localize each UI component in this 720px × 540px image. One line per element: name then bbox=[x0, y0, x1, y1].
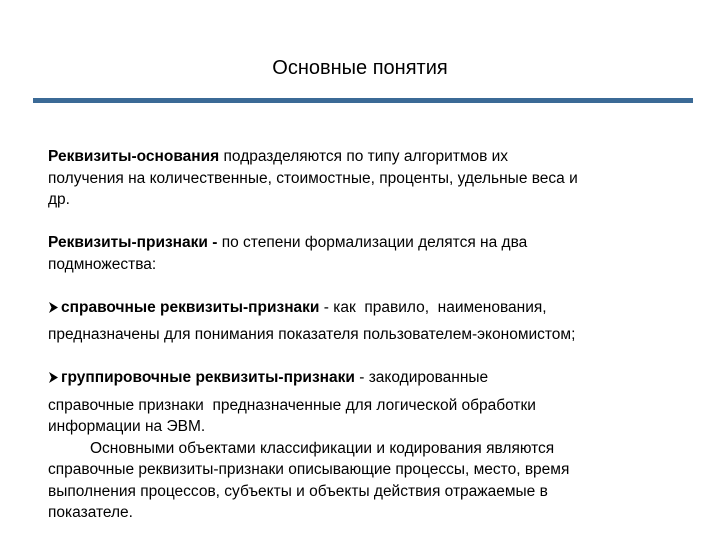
term-grouping-signs: группировочные реквизиты-признаки bbox=[61, 369, 355, 386]
arrow-bullet-icon bbox=[48, 367, 61, 395]
term-bases: Реквизиты-основания bbox=[48, 148, 220, 165]
paragraph-objects-line-1: Основными объектами классификации и кодирования являются bbox=[90, 439, 555, 457]
spacer bbox=[48, 346, 688, 368]
bullet-reference-signs-line-1: - как правило, наименования, bbox=[319, 298, 547, 316]
spacer bbox=[48, 211, 688, 233]
paragraph-signs-line-1: по степени формализации делятся на два bbox=[221, 234, 528, 251]
arrow-bullet-icon bbox=[48, 297, 61, 325]
bullet-reference-signs bbox=[48, 297, 688, 346]
slide-body bbox=[48, 146, 688, 524]
paragraph-objects-line-3: выполнения процессов, субъекты и объекты действия отражаемые в bbox=[48, 482, 548, 500]
paragraph-objects-line-4: показателе. bbox=[48, 504, 133, 521]
term-signs: Реквизиты-признаки - bbox=[48, 234, 222, 251]
title-divider bbox=[33, 98, 693, 103]
paragraph-signs-line-2: подмножества: bbox=[48, 255, 157, 273]
slide-title: Основные понятия bbox=[272, 57, 448, 79]
bullet-reference-signs-line-2: предназначены для понимания показателя пользователем-экономистом; bbox=[48, 326, 576, 343]
bullet-grouping-signs bbox=[48, 367, 688, 438]
term-reference-signs: справочные реквизиты-признаки bbox=[61, 298, 320, 316]
bullet-grouping-signs-line-3: информации на ЭВМ. bbox=[48, 418, 206, 435]
paragraph-bases-line-3: др. bbox=[48, 191, 70, 208]
paragraph-bases-line-2: получения на количественные, стоимостные, проценты, удельные веса и bbox=[48, 169, 578, 187]
bullet-grouping-signs-line-2: справочные признаки предназначенные для логической обработки bbox=[48, 396, 536, 414]
paragraph-objects bbox=[48, 438, 688, 524]
paragraph-bases-line-1: подразделяются по типу алгоритмов их bbox=[219, 148, 509, 165]
paragraph-objects-line-2: справочные реквизиты-признаки описывающие процессы, место, время bbox=[48, 461, 570, 478]
paragraph-signs bbox=[48, 232, 688, 275]
bullet-grouping-signs-line-1: - закодированные bbox=[354, 369, 489, 386]
paragraph-bases bbox=[48, 146, 688, 211]
spacer bbox=[48, 275, 688, 297]
